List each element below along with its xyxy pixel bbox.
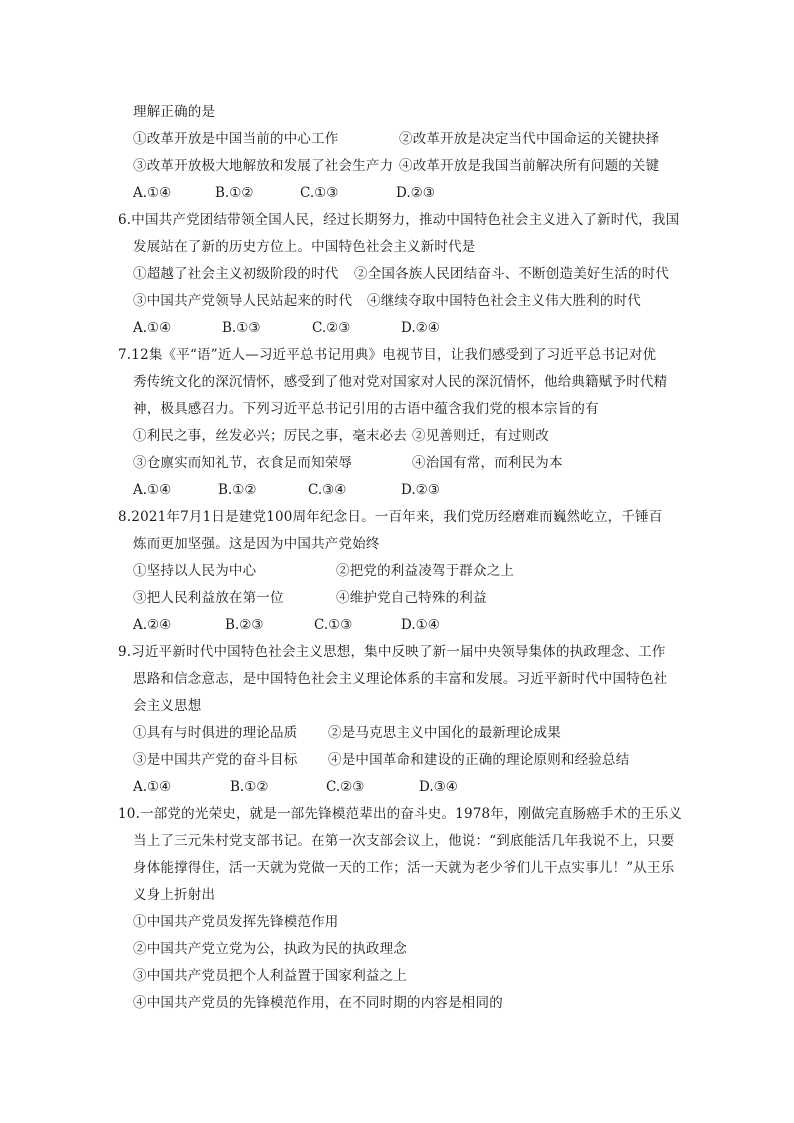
q5-item-4: ④改革开放是我国当前解决所有问题的关键	[399, 158, 660, 174]
q5-option-a: A.①④	[133, 185, 172, 201]
q7-option-b: B.①②	[218, 482, 257, 498]
q5-item-3: ③改革开放极大地解放和发展了社会生产力	[133, 158, 394, 174]
q7-stem-line-1: 7.12集《平“语”近人—习近平总书记用典》电视节目，让我们感受到了习近平总书记对优	[118, 347, 657, 363]
q10-stem-line-1: 10.一部党的光荣史，就是一部先锋模范辈出的奋斗史。1978年，刚做完直肠癌手术的王乐义	[118, 806, 683, 822]
q10-item-2: ②中国共产党立党为公，执政为民的执政理念	[133, 941, 407, 957]
q6-item-3: ③中国共产党领导人民站起来的时代	[133, 293, 353, 309]
q5-option-b: B.①②	[215, 185, 254, 201]
q10-item-4: ④中国共产党员的先锋模范作用，在不同时期的内容是相同的	[133, 995, 503, 1011]
q5-item-1: ①改革开放是中国当前的中心工作	[133, 131, 339, 147]
q5-option-d: D.②③	[396, 185, 435, 201]
q6-item-2: ②全国各族人民团结奋斗、不断创造美好生活的时代	[354, 266, 670, 282]
q10-stem-line-4: 义身上折射出	[133, 887, 216, 903]
q7-item-3: ③仓廪实而知礼节，衣食足而知荣辱	[133, 455, 353, 471]
q6-option-a: A.①④	[133, 320, 172, 336]
q9-option-c: C.②③	[326, 779, 365, 795]
q8-option-c: C.①③	[314, 617, 353, 633]
q10-stem-line-2: 当上了三元朱村党支部书记。在第一次支部会议上，他说：“到底能活几年我说不上，只要	[133, 833, 675, 849]
q8-stem-line-1: 8.2021年7月1日是建党100周年纪念日。一百年来，我们党历经磨难而巍然屹立，千锤百	[118, 509, 663, 525]
q9-stem-line-1: 9.习近平新时代中国特色社会主义思想，集中反映了新一届中央领导集体的执政理念、工作	[118, 644, 666, 660]
q7-item-2: ②见善则迁，有过则改	[412, 428, 549, 444]
q9-item-1: ①具有与时俱进的理论品质	[133, 725, 298, 741]
q7-item-4: ④治国有常，而利民为本	[412, 455, 563, 471]
q8-stem-line-2: 炼而更加坚强。这是因为中国共产党始终	[133, 536, 380, 552]
q6-option-d: D.②④	[401, 320, 440, 336]
q10-item-3: ③中国共产党员把个人利益置于国家利益之上	[133, 968, 407, 984]
q9-option-d: D.③④	[419, 779, 458, 795]
q7-option-d: D.②③	[401, 482, 440, 498]
q7-option-a: A.①④	[133, 482, 172, 498]
q8-item-4: ④维护党自己特殊的利益	[336, 590, 487, 606]
q9-item-2: ②是马克思主义中国化的最新理论成果	[328, 725, 561, 741]
q8-option-d: D.①④	[401, 617, 440, 633]
q10-item-1: ①中国共产党员发挥先锋模范作用	[133, 914, 339, 930]
q5-option-c: C.①③	[300, 185, 339, 201]
q6-stem-line-2: 发展站在了新的历史方位上。中国特色社会主义新时代是	[133, 239, 476, 255]
q8-option-b: B.②③	[225, 617, 264, 633]
q9-item-3: ③是中国共产党的奋斗目标	[133, 752, 298, 768]
q9-item-4: ④是中国革命和建设的正确的理论原则和经验总结	[328, 752, 630, 768]
q7-option-c: C.③④	[308, 482, 347, 498]
q9-stem-line-2: 思路和信念意志，是中国特色社会主义理论体系的丰富和发展。习近平新时代中国特色社	[133, 671, 668, 687]
q6-option-c: C.②③	[312, 320, 351, 336]
q8-item-2: ②把党的利益凌驾于群众之上	[336, 563, 515, 579]
q5-stem: 理解正确的是	[133, 104, 216, 120]
q9-stem-line-3: 会主义思想	[133, 698, 202, 714]
q5-item-2: ②改革开放是决定当代中国命运的关键抉择	[399, 131, 660, 147]
q8-item-1: ①坚持以人民为中心	[133, 563, 257, 579]
q6-stem-line-1: 6.中国共产党团结带领全国人民，经过长期努力，推动中国特色社会主义进入了新时代，我国	[118, 212, 680, 228]
q6-item-4: ④继续夺取中国特色社会主义伟大胜利的时代	[367, 293, 641, 309]
q6-option-b: B.①③	[222, 320, 261, 336]
q9-option-b: B.①②	[230, 779, 269, 795]
q7-item-1: ①利民之事，丝发必兴；厉民之事，毫末必去	[133, 428, 407, 444]
q8-item-3: ③把人民利益放在第一位	[133, 590, 284, 606]
q7-stem-line-3: 神，极具感召力。下列习近平总书记引用的古语中蕴含我们党的根本宗旨的有	[133, 401, 599, 417]
q8-option-a: A.②④	[133, 617, 172, 633]
q6-item-1: ①超越了社会主义初级阶段的时代	[133, 266, 339, 282]
q9-option-a: A.①④	[133, 779, 172, 795]
q10-stem-line-3: 身体能撑得住，活一天就为党做一天的工作；活一天就为老少爷们儿干点实事儿！”从王乐	[133, 860, 675, 876]
q7-stem-line-2: 秀传统文化的深沉情怀，感受到了他对党对国家对人民的深沉情怀，他给典籍赋予时代精	[133, 374, 668, 390]
